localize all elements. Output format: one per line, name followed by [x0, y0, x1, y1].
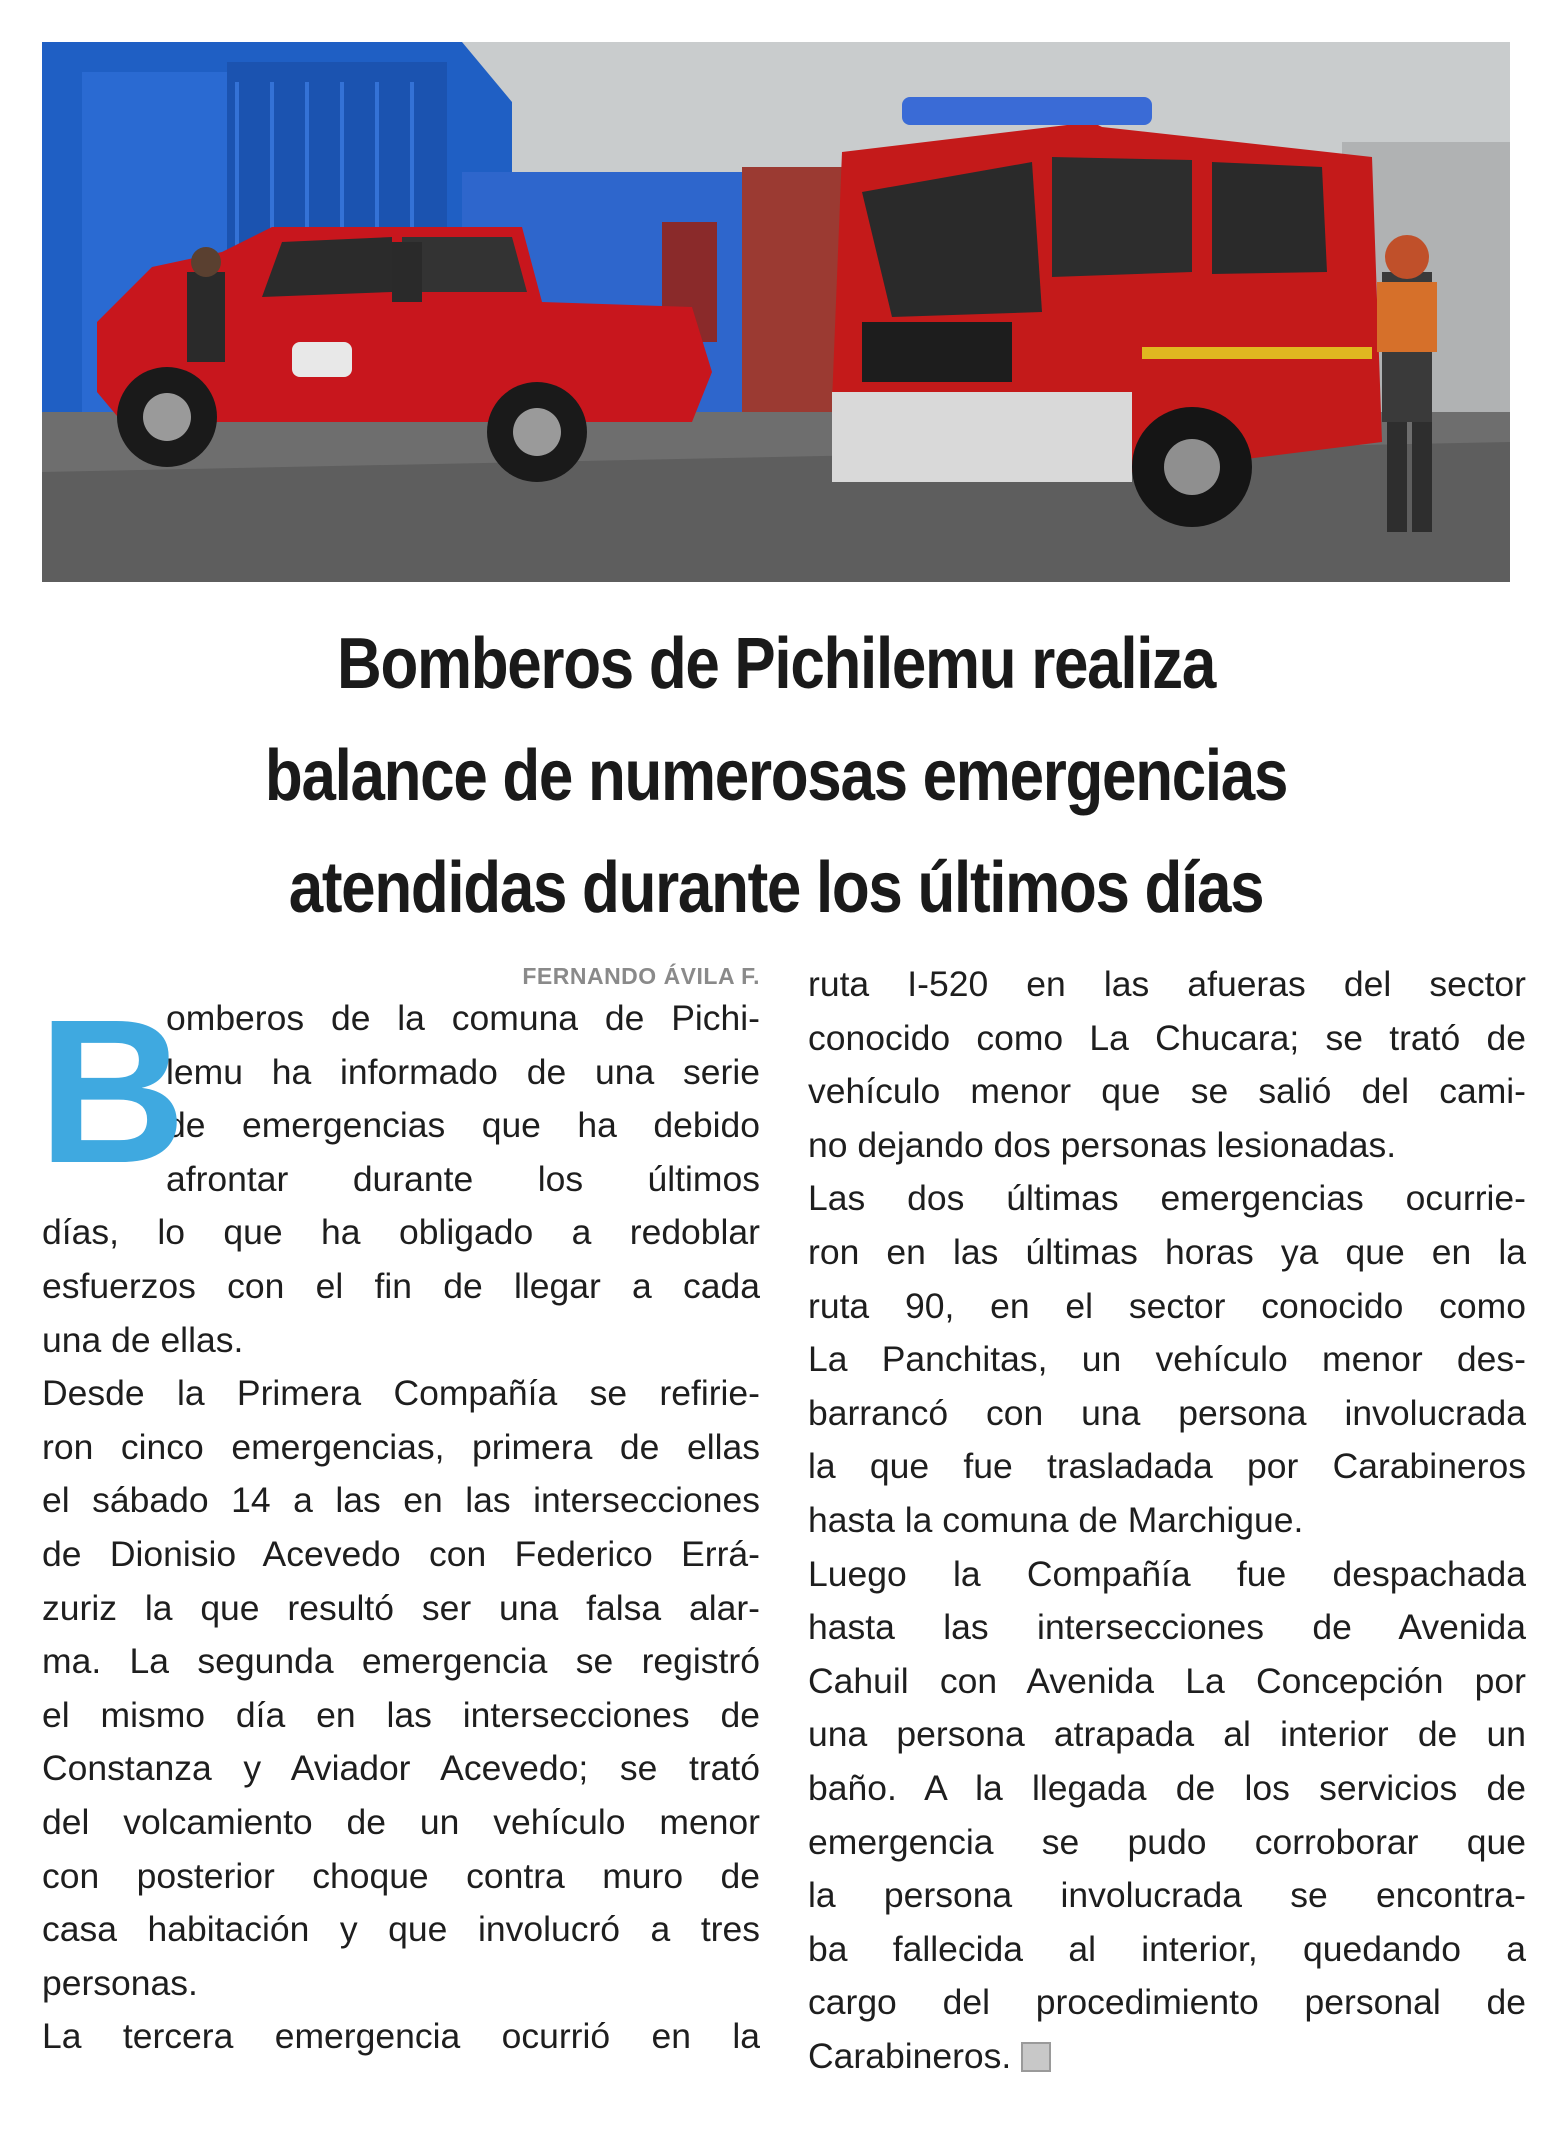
text-line: de Dionisio Acevedo con Federico Errá-: [42, 1533, 760, 1574]
text-line: hasta las intersecciones de Avenida: [808, 1607, 1526, 1648]
text-line: ruta 90, en el sector conocido como: [808, 1285, 1526, 1326]
headline-line-2: balance de numerosas emergencias: [264, 736, 1288, 816]
text-line: ron en las últimas horas ya que en la: [808, 1231, 1526, 1272]
text-line: una de ellas.: [42, 1319, 244, 1360]
byline: FERNANDO ÁVILA F.: [522, 963, 760, 989]
text-line: afrontar durante los últimos: [166, 1158, 760, 1199]
text-line: días, lo que ha obligado a redoblar: [42, 1212, 760, 1253]
text-line: no dejando dos personas lesionadas.: [808, 1124, 1397, 1165]
text-line: casa habitación y que involucró a tres: [42, 1909, 760, 1950]
text-line: personas.: [42, 1962, 198, 2003]
text-line: la que fue trasladada por Carabineros: [808, 1446, 1526, 1487]
text-line: barrancó con una persona involucrada: [808, 1392, 1526, 1433]
text-line-final: [808, 2030, 1526, 2084]
dropcap: B: [38, 977, 187, 1206]
text-line: Luego la Compañía fue despachada: [808, 1553, 1526, 1594]
text-line: de emergencias que ha debido: [166, 1105, 760, 1146]
headline-line-3: atendidas durante los últimos días: [288, 848, 1264, 928]
text-line: del volcamiento de un vehículo menor: [42, 1801, 760, 1842]
text-line: baño. A la llegada de los servicios de: [808, 1767, 1526, 1808]
text-line: ma. La segunda emergencia se registró: [42, 1641, 760, 1682]
text-line: ron cinco emergencias, primera de ellas: [42, 1426, 760, 1467]
text-line: vehículo menor que se salió del cami-: [808, 1071, 1526, 1112]
text-line: Constanza y Aviador Acevedo; se trató: [42, 1748, 760, 1789]
text-line: hasta la comuna de Marchigue.: [808, 1499, 1304, 1540]
text-line: La Panchitas, un vehículo menor des-: [808, 1339, 1526, 1380]
text-line: ruta I-520 en las afueras del sector: [808, 964, 1526, 1004]
left-column: [38, 958, 760, 2064]
right-column: [808, 958, 1526, 2083]
text-line: lemu ha informado de una serie: [166, 1051, 760, 1092]
text-line: emergencia se pudo corroborar que: [808, 1821, 1526, 1862]
text-line: Cahuil con Avenida La Concepción por: [808, 1660, 1526, 1701]
text-line: La tercera emergencia ocurrió en la: [42, 2016, 760, 2057]
text-line: cargo del procedimiento personal de: [808, 1982, 1526, 2023]
headline: [145, 608, 1407, 944]
text-line: Las dos últimas emergencias ocurrie-: [808, 1178, 1526, 1219]
end-of-article-icon: [1021, 2042, 1051, 2072]
text-line: omberos de la comuna de Pichi-: [166, 998, 760, 1038]
final-text: Carabineros.: [808, 2035, 1012, 2076]
text-line: ba fallecida al interior, quedando a: [808, 1928, 1526, 1969]
text-line: con posterior choque contra muro de: [42, 1855, 760, 1896]
text-line: el sábado 14 a las en las intersecciones: [42, 1480, 760, 1521]
first-paragraph: [38, 977, 760, 1206]
article-photo: [42, 42, 1510, 582]
text-line: Desde la Primera Compañía se refirie-: [42, 1373, 760, 1414]
text-line: esfuerzos con el fin de llegar a cada: [42, 1265, 760, 1306]
text-line: la persona involucrada se encontra-: [808, 1875, 1526, 1916]
text-line: zuriz la que resultó ser una falsa alar-: [42, 1587, 760, 1628]
text-line: conocido como La Chucara; se trató de: [808, 1017, 1526, 1058]
text-line: una persona atrapada al interior de un: [808, 1714, 1526, 1755]
headline-line-1: Bomberos de Pichilemu realiza: [337, 624, 1215, 704]
fire-trucks-photo: [42, 42, 1510, 582]
text-line: el mismo día en las intersecciones de: [42, 1694, 760, 1735]
